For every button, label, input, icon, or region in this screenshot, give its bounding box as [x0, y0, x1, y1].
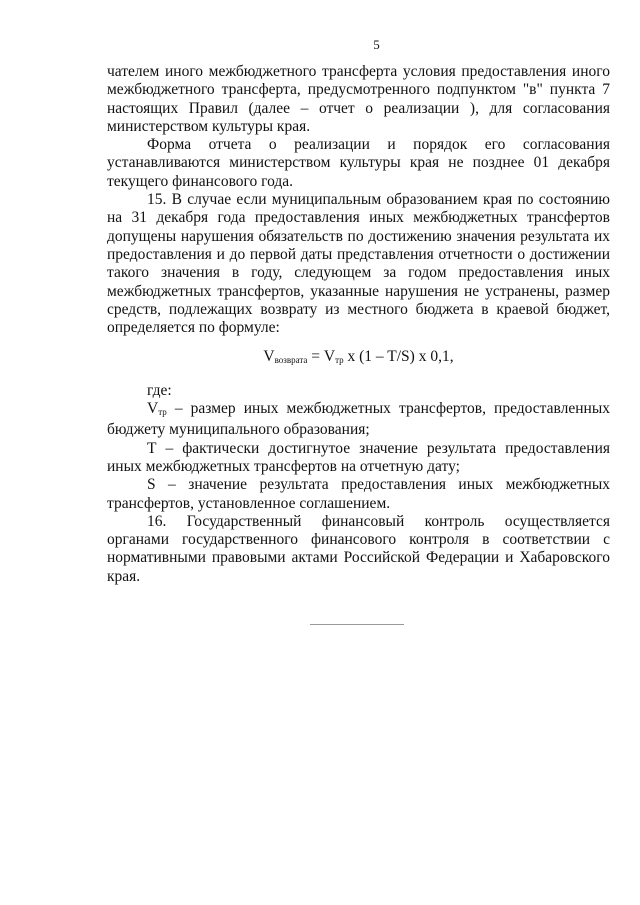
- formula-rest: x (1 – T/S) x 0,1,: [343, 348, 454, 366]
- formula-equals: =: [307, 348, 324, 366]
- document-body: [107, 63, 610, 586]
- formula-vtr-subscript: тр: [335, 355, 344, 366]
- paragraph-16: 16. Государственный финансовый контроль осуществляется органами государственного финансового контроля в соответствии с нормативными правовыми актами Российской Федерации и Хабаровского края.: [107, 512, 610, 585]
- paragraph-report-continuation: чателем иного межбюджетного трансферта условия предоставления иного межбюджетного трансферта, предусмотренного подпунктом "в" пункта 7 настоящих Правил (далее – отчет о реализации ), для согласования министерством культуры края.: [107, 63, 610, 135]
- end-separator-line: [310, 624, 404, 625]
- definition-vtr-subscript: тр: [158, 407, 167, 418]
- definition-t: Т – фактически достигнутое значение результата предоставления иных межбюджетных трансфертов на отчетную дату;: [107, 439, 610, 475]
- formula-vtr-symbol: V: [323, 348, 336, 366]
- paragraph-15: 15. В случае если муниципальным образованием края по состоянию на 31 декабря года предоставления иных межбюджетных трансфертов допущены нарушения обязательств по достижению значения результата их предоставления и до первой даты представления отчетности о достижении такого значения в году, следующем за годом предоставления иных межбюджетных трансфертов, указанные нарушения не устранены, размер средств, подлежащих возврату из местного бюджета в краевой бюджет, определяется по формуле:: [107, 191, 610, 337]
- formula-v-symbol: V: [263, 348, 275, 366]
- definition-s: S – значение результата предоставления иных межбюджетных трансфертов, установленное соглашением.: [107, 476, 610, 512]
- page-number: 5: [373, 37, 380, 52]
- refund-formula: [107, 348, 610, 369]
- definition-vtr-symbol: V: [147, 400, 159, 418]
- formula-v-subscript: возврата: [274, 355, 308, 366]
- definition-vtr: [107, 400, 610, 440]
- definition-vtr-text: – размер иных межбюджетных трансфертов, предоставленных бюджету муниципального образования;: [107, 400, 610, 439]
- where-label: где:: [147, 381, 172, 399]
- paragraph-report-form: Форма отчета о реализации и порядок его согласования устанавливаются министерством культуры края не позднее 01 декабря текущего финансового года.: [107, 136, 610, 190]
